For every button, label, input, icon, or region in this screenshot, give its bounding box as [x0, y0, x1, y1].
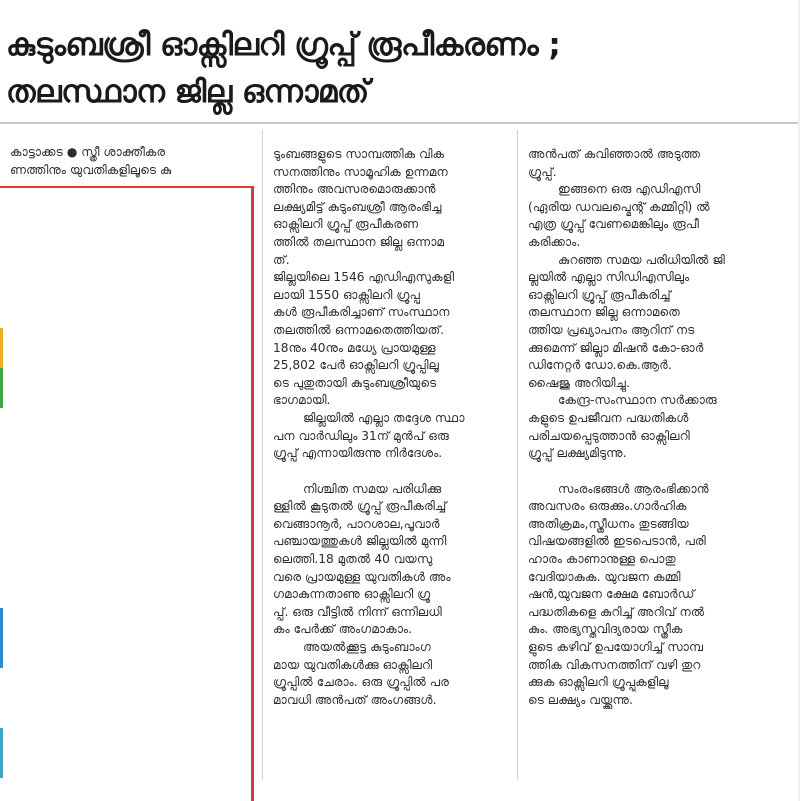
paragraph-gap [273, 463, 505, 481]
column-3-line: കേന്ദ്ര-സംസ്ഥാന സർക്കാരു [558, 393, 717, 408]
column-divider [262, 130, 263, 780]
column-2-line: പന വാർഡിലും 31ന് മുൻപ് ഒരു [273, 428, 449, 443]
column-3-line: ക്കുക ഓക്സിലറി ഗ്രൂപ്പുകളിലൂ [528, 675, 669, 690]
column-1-line: ണത്തിനും യുവതികളിലൂടെ കു [10, 162, 172, 177]
column-3-line: അവസരം ഒരുക്കും.ഗാർഹിക [528, 499, 687, 514]
column-3 [528, 146, 766, 709]
column-2-line: തലത്തിൽ ഒന്നാമതെത്തിയത്. [273, 322, 445, 337]
column-3-line: കും. അഭ്യസ്തവിദ്യരായ സ്ത്രീക [528, 622, 683, 637]
column-2-line: പ്പ്. ഒരു വീട്ടിൽ നിന്ന് ഒന്നിലധി [273, 604, 442, 619]
ad-stripe [0, 608, 3, 668]
headline-line-1: കുടുംബശ്രീ ഓക്സിലറി ഗ്രൂപ്പ് രൂപീകരണം ; [6, 27, 561, 63]
column-3-line: കരിക്കാം. [528, 234, 581, 249]
column-2-line: ഭാഗമായി. [273, 393, 331, 408]
column-2-line: മായ യുവതികൾക്കു ഓക്സിലറി [273, 657, 433, 672]
column-2-line: സനത്തിനും സാമൂഹിക ഉന്നമന [273, 164, 448, 179]
column-2-line: ജില്ലയിൽ എല്ലാ തദ്ദേശ സ്ഥാ [303, 410, 465, 425]
column-2-line: ജില്ലയിലെ 1546 എഡിഎസുകളി [273, 270, 455, 285]
column-3-line: (ഏരിയ ഡവലപ്മെന്റ് കമ്മിറ്റി) ൽ [528, 199, 710, 214]
column-3-line: ത്തിക വികസനത്തിന് വഴി തുറ [528, 657, 701, 672]
column-3-line: സംരംഭങ്ങൾ ആരംഭിക്കാൻ [558, 481, 709, 496]
column-3-line: കളുടെ ഉപജീവന പദ്ധതികൾ [528, 410, 689, 425]
column-2-line: ലെത്തി.18 മുതൽ 40 വയസു [273, 552, 433, 567]
column-3-line: ഗ്രൂപ്പ്. [528, 164, 557, 179]
column-3-line: ഷൻ,യുവജന ക്ഷേമ ബോർഡ് [528, 587, 695, 602]
column-2-line: 25,802 പേർ ഓക്സിലറി ഗ്രൂപ്പിലൂ [273, 358, 439, 373]
column-2-line: മാവധി അൻപത് അംഗങ്ങൾ. [273, 692, 437, 707]
column-3-line: ക്കുമെന്ന് ജില്ലാ മിഷൻ കോ-ഓർ [528, 340, 704, 355]
column-2-line: ഗ്രൂപ്പ് എന്നായിരുന്നു നിർദേശം. [273, 446, 443, 461]
column-2-line: നിശ്ചിത സമയ പരിധിക്കു [303, 481, 442, 496]
column-3-line: ഗ്രൂപ്പ് ലക്ഷ്യമിടുന്നു. [528, 446, 627, 461]
column-3-line: പരിചയപ്പെടുത്താൻ ഓക്സിലറി [528, 428, 690, 443]
column-3-line: ത്തിയ പ്രഖ്യാപനം ആറിന് നട [528, 322, 695, 337]
column-2-line: വരെ പ്രായമുള്ള യുവതികൾ അം [273, 569, 451, 584]
column-3-line: ഓക്സിലറി ഗ്രൂപ്പ് രൂപീകരിച്ച് [528, 287, 671, 302]
column-3-line: അതിക്രമം,സ്ത്രീധനം തുടങ്ങിയ [528, 516, 689, 531]
headline-line-2: തലസ്ഥാന ജില്ല ഒന്നാമത് [6, 74, 369, 110]
column-3-line: വേദിയാകുക. യുവജന കമ്മി [528, 569, 681, 584]
column-3-line: ടെ ലക്ഷ്യം വയ്ക്കുന്നു. [528, 692, 633, 707]
column-2-line: ള്ളിൽ കൂടുതൽ ഗ്രൂപ്പ് രൂപീകരിച്ച് [273, 499, 447, 514]
ad-stripe [0, 728, 3, 778]
column-3-line: ഡിനേറ്റർ ഡോ.കെ.ആർ. [528, 358, 672, 373]
column-2-line: കം പേർക്ക് അംഗമാകാം. [273, 622, 412, 637]
column-2-line: ടുംബങ്ങളുടെ സാമ്പത്തിക വിക [273, 147, 445, 161]
column-divider [517, 130, 518, 780]
column-3-line: എത്ര ഗ്രൂപ്പ് വേണമെങ്കിലും രൂപീ [528, 217, 699, 232]
column-3-line: ഇങ്ങനെ ഒരു എഡിഎസി [558, 182, 701, 197]
column-3-line: പദ്ധതികളെ കുറിച്ച് അറിവ് നൽ [528, 604, 705, 619]
column-2 [273, 146, 505, 709]
ad-stripe [0, 368, 3, 408]
column-2-line: ത്തിൽ തലസ്ഥാന ജില്ല ഒന്നാമ [273, 234, 445, 249]
column-2-line: വെങ്ങാനൂർ, പാറശാല,പൂവാർ [273, 516, 440, 531]
headline-rule [0, 122, 800, 124]
column-3-line: അൻപത് കവിഞ്ഞാൽ അടുത്ത [528, 147, 701, 161]
ad-stripe [0, 328, 3, 368]
column-3-line: ഹാരം കാണാനുള്ള പൊതു [528, 552, 676, 567]
column-2-line: ലക്ഷ്യമിട്ട് കുടുംബശ്രീ ആരംഭിച്ച [273, 199, 442, 214]
paragraph-gap [528, 463, 766, 481]
column-2-line: പഞ്ചായത്തുകൾ ജില്ലയിൽ മുന്നി [273, 534, 447, 549]
column-3-line: ളുടെ കഴിവ് ഉപയോഗിച്ച് സാമ്പ [528, 640, 704, 655]
column-2-line: ഗ്രൂപ്പിൽ ചേരാം. ഒരു ഗ്രൂപ്പിൽ പര [273, 675, 449, 690]
headline [6, 22, 786, 116]
column-3-line: തലസ്ഥാന ജില്ല ഒന്നാമതെ [528, 305, 680, 320]
column-2-line: 18നും 40നും മധ്യേ പ്രായമുള്ള [273, 340, 436, 355]
column-2-line: ഓക്സിലറി ഗ്രൂപ്പ് രൂപീകരണ [273, 217, 419, 232]
column-2-line: ത്തിനും അവസരമൊരുക്കാൻ [273, 182, 436, 197]
column-2-line: ലായി 1550 ഓക്സിലറി ഗ്രൂപ്പു [273, 287, 420, 302]
column-3-line: ല്ലയിൽ എല്ലാ സിഡിഎസിലും [528, 270, 690, 285]
column-2-line: ത്. [273, 252, 290, 267]
column-3-line: കുറഞ്ഞ സമയ പരിധിയിൽ ജി [558, 252, 725, 267]
column-2-line: കൾ രൂപീകരിച്ചാണ് സംസ്ഥാന [273, 305, 450, 320]
column-1-line: കാട്ടാക്കട ● സ്ത്രീ ശാക്തീകര [10, 145, 166, 159]
column-3-line: വിഷയങ്ങളിൽ ഇടപെടാൻ, പരി [528, 534, 706, 549]
advertisement-panel [0, 186, 254, 801]
column-2-line: അയൽക്കൂട്ട കുടുംബാംഗ [303, 640, 431, 655]
column-2-line: ടെ പുതുതായി കുടുംബശ്രീയുടെ [273, 375, 437, 390]
column-3-line: ഷൈജു അറിയിച്ചു. [528, 375, 630, 390]
column-1 [10, 144, 248, 179]
column-2-line: ഗമാകുന്നതാണു ഓക്സിലറി ഗ്രൂ [273, 587, 431, 602]
